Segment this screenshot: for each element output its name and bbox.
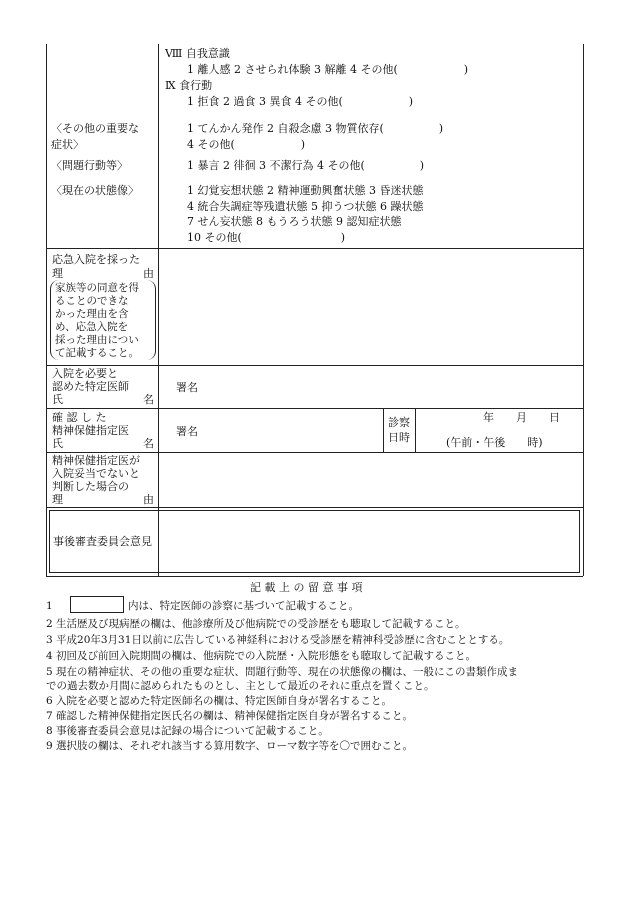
row-divider xyxy=(46,408,583,409)
specified-doctor-label: 入院を必要と xyxy=(52,367,118,380)
row-divider xyxy=(46,365,583,366)
mental-section-8-items: 1 離人感 2 させられ体験 3 解離 4 その他( ) xyxy=(187,63,469,76)
note-9: 9 選択肢の欄は、それぞれ該当する算用数字、ローマ数字等を〇で囲むこと。 xyxy=(46,740,414,752)
emergency-reason-note: 家族等の同意を得 xyxy=(55,282,139,294)
label-column-divider xyxy=(158,44,159,576)
exam-time: (午前・午後 時) xyxy=(446,436,543,449)
note-3: 3 平成20年3月31日以前に広告している神経科における受診歴を精神科受診歴に含むこととする。 xyxy=(46,634,510,646)
confirm-doctor-signature: 署名 xyxy=(176,425,198,438)
mental-section-9-label: Ⅸ 食行動 xyxy=(165,79,213,92)
note-6: 6 入院を必要と認めた特定医師名の欄は、特定医師自身が署名すること。 xyxy=(46,695,393,707)
emergency-reason-note: て記載すること。 xyxy=(55,347,139,359)
table-bottom-border xyxy=(46,576,583,577)
not-proper-reason-label: 理 由 xyxy=(52,493,154,506)
current-state-items: 4 統合失調症等残遺状態 5 抑うつ状態 6 躁状態 xyxy=(187,200,424,213)
current-state-label: 〈現在の状態像〉 xyxy=(51,184,139,197)
not-proper-reason-label: 判断した場合の xyxy=(52,480,129,493)
note-7: 7 確認した精神保健指定医氏名の欄は、精神保健指定医自身が署名すること。 xyxy=(46,710,414,722)
emergency-reason-label: 応急入院を採った xyxy=(52,253,140,266)
other-symptoms-label: 〈その他の重要な xyxy=(51,122,139,135)
specified-doctor-label: 認めた特定医師 xyxy=(52,380,129,393)
note-5-continued: での過去数か月間に認められたものとし、主として最近のそれに重点を置くこと。 xyxy=(46,680,435,692)
note-1-box xyxy=(70,596,124,613)
row-divider xyxy=(46,507,583,508)
row-divider xyxy=(46,248,583,249)
date-value-divider xyxy=(415,408,416,452)
committee-label: 事後審査委員会意見 xyxy=(53,535,152,548)
emergency-reason-note: ることのできな xyxy=(55,295,129,307)
mental-section-8-label: Ⅷ 自我意識 xyxy=(165,47,230,60)
exam-datetime-label: 日時 xyxy=(388,431,410,444)
current-state-items: 7 せん妄状態 8 もうろう状態 9 認知症状態 xyxy=(187,215,402,228)
emergency-reason-note: 採った理由につい xyxy=(55,334,139,346)
current-state-items: 1 幻覚妄想状態 2 精神運動興奮状態 3 昏迷状態 xyxy=(187,184,424,197)
table-right-border xyxy=(583,44,584,576)
note-2: 2 生活歴及び現病歴の欄は、他診療所及び他病院での受診歴をも聴取して記載すること。 xyxy=(46,618,466,630)
emergency-reason-label: 理 由 xyxy=(52,267,154,280)
exam-datetime-label: 診察 xyxy=(388,416,410,429)
note-1-text: 内は、特定医師の診察に基づいて記載すること。 xyxy=(128,600,359,612)
exam-date: 年 月 日 xyxy=(483,411,560,424)
confirm-doctor-label: 確 認 し た xyxy=(52,411,107,424)
other-symptoms-items: 1 てんかん発作 2 自殺念慮 3 物質依存( ) xyxy=(187,122,444,135)
other-symptoms-items: 4 その他( ) xyxy=(187,138,306,151)
confirm-doctor-label: 氏 名 xyxy=(52,437,154,450)
emergency-reason-note: かった理由を含 xyxy=(55,308,129,320)
note-1-number: 1 xyxy=(46,600,53,612)
note-4: 4 初回及び前回入院期間の欄は、他病院での入院歴・入院形態をも聴取して記載すること。 xyxy=(46,650,477,662)
emergency-reason-note: め、応急入院を xyxy=(55,321,129,333)
problem-behavior-items: 1 暴言 2 徘徊 3 不潔行為 4 その他( ) xyxy=(187,159,425,172)
table-left-border xyxy=(46,44,47,576)
notes-title: 記 載 上 の 留 意 事 項 xyxy=(250,581,363,594)
confirm-doctor-label: 精神保健指定医 xyxy=(52,424,129,437)
specified-doctor-label: 氏 名 xyxy=(52,393,154,406)
committee-divider xyxy=(158,510,159,573)
not-proper-reason-label: 精神保健指定医が xyxy=(52,454,140,467)
note-5: 5 現在の精神症状、その他の重要な症状、問題行動等、現在の状態像の欄は、一般にこの書類作成ま xyxy=(46,666,519,678)
note-8: 8 事後審査委員会意見は記録の場合について記載すること。 xyxy=(46,725,329,737)
specified-doctor-signature: 署名 xyxy=(176,381,198,394)
problem-behavior-label: 〈問題行動等〉 xyxy=(51,159,128,172)
other-symptoms-label: 症状〉 xyxy=(51,138,84,151)
mental-section-9-items: 1 拒食 2 過食 3 異食 4 その他( ) xyxy=(187,95,414,108)
not-proper-reason-label: 入院妥当でないと xyxy=(52,467,140,480)
current-state-items: 10 その他( ) xyxy=(187,231,346,244)
row-divider xyxy=(46,452,583,453)
date-label-divider xyxy=(383,408,384,452)
